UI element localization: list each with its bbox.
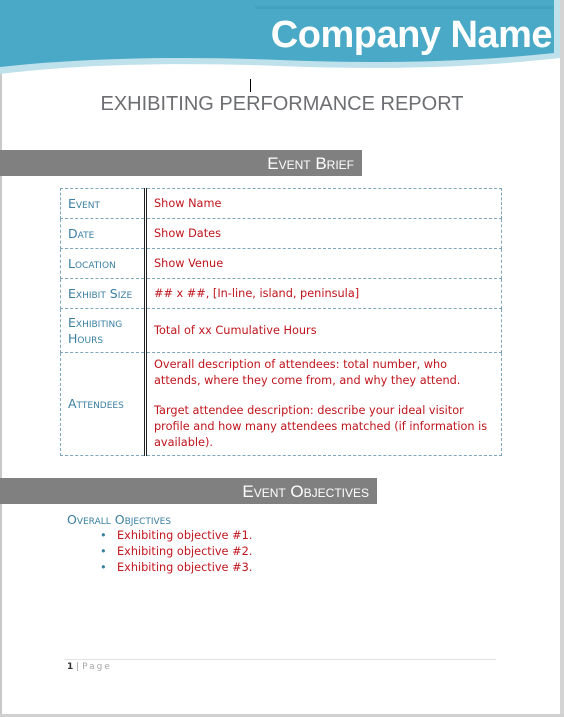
section-bar-event-brief: [0, 150, 362, 176]
row-value[interactable]: Show Venue: [146, 249, 502, 279]
bullet-icon: •: [100, 545, 107, 558]
page-label: Page: [82, 662, 112, 672]
table-row: [61, 309, 502, 353]
objectives-list: [100, 528, 252, 576]
text-cursor: [250, 79, 251, 92]
bullet-icon: •: [100, 561, 107, 574]
row-label: Date: [61, 219, 146, 249]
table-row: [61, 219, 502, 249]
objective-text: Exhibiting objective #3.: [117, 561, 253, 574]
section-heading-event-brief: Event Brief: [267, 154, 354, 173]
table-row: [61, 279, 502, 309]
row-value[interactable]: Total of xx Cumulative Hours: [146, 309, 502, 353]
event-brief-table: [60, 188, 502, 456]
row-label: Exhibit Size: [61, 279, 146, 309]
objective-text: Exhibiting objective #2.: [117, 545, 253, 558]
table-row: [61, 189, 502, 219]
page-footer: [67, 662, 112, 672]
list-item[interactable]: [100, 528, 252, 544]
section-bar-event-objectives: [0, 478, 377, 504]
list-item[interactable]: [100, 560, 252, 576]
row-label: Attendees: [61, 353, 146, 456]
list-item[interactable]: [100, 544, 252, 560]
section-heading-event-objectives: Event Objectives: [242, 482, 369, 501]
bullet-icon: •: [100, 529, 107, 542]
report-title: EXHIBITING PERFORMANCE REPORT: [100, 93, 464, 115]
overall-objectives-heading: Overall Objectives: [67, 512, 172, 527]
row-label: Location: [61, 249, 146, 279]
row-value[interactable]: Show Name: [146, 189, 502, 219]
row-label: Event: [61, 189, 146, 219]
objective-text: Exhibiting objective #1.: [117, 529, 253, 542]
table-row: [61, 353, 502, 456]
company-name: Company Name: [270, 14, 552, 56]
footer-divider: [64, 659, 496, 660]
footer-separator: |: [76, 662, 80, 672]
row-value-attendees[interactable]: [146, 353, 502, 456]
row-label: Exhibiting Hours: [61, 309, 146, 353]
page-number: 1: [67, 662, 74, 672]
target-attendee-description: Target attendee description: describe your ideal visitor profile and how many attendees matched (if information is available).: [154, 404, 488, 449]
row-value[interactable]: Show Dates: [146, 219, 502, 249]
row-value[interactable]: ## x ##, [In-line, island, peninsula]: [146, 279, 502, 309]
paragraph-gap: [154, 389, 494, 403]
table-row: [61, 249, 502, 279]
attendees-description: Overall description of attendees: total number, who attends, where they come from, and why they attend.: [154, 358, 461, 387]
